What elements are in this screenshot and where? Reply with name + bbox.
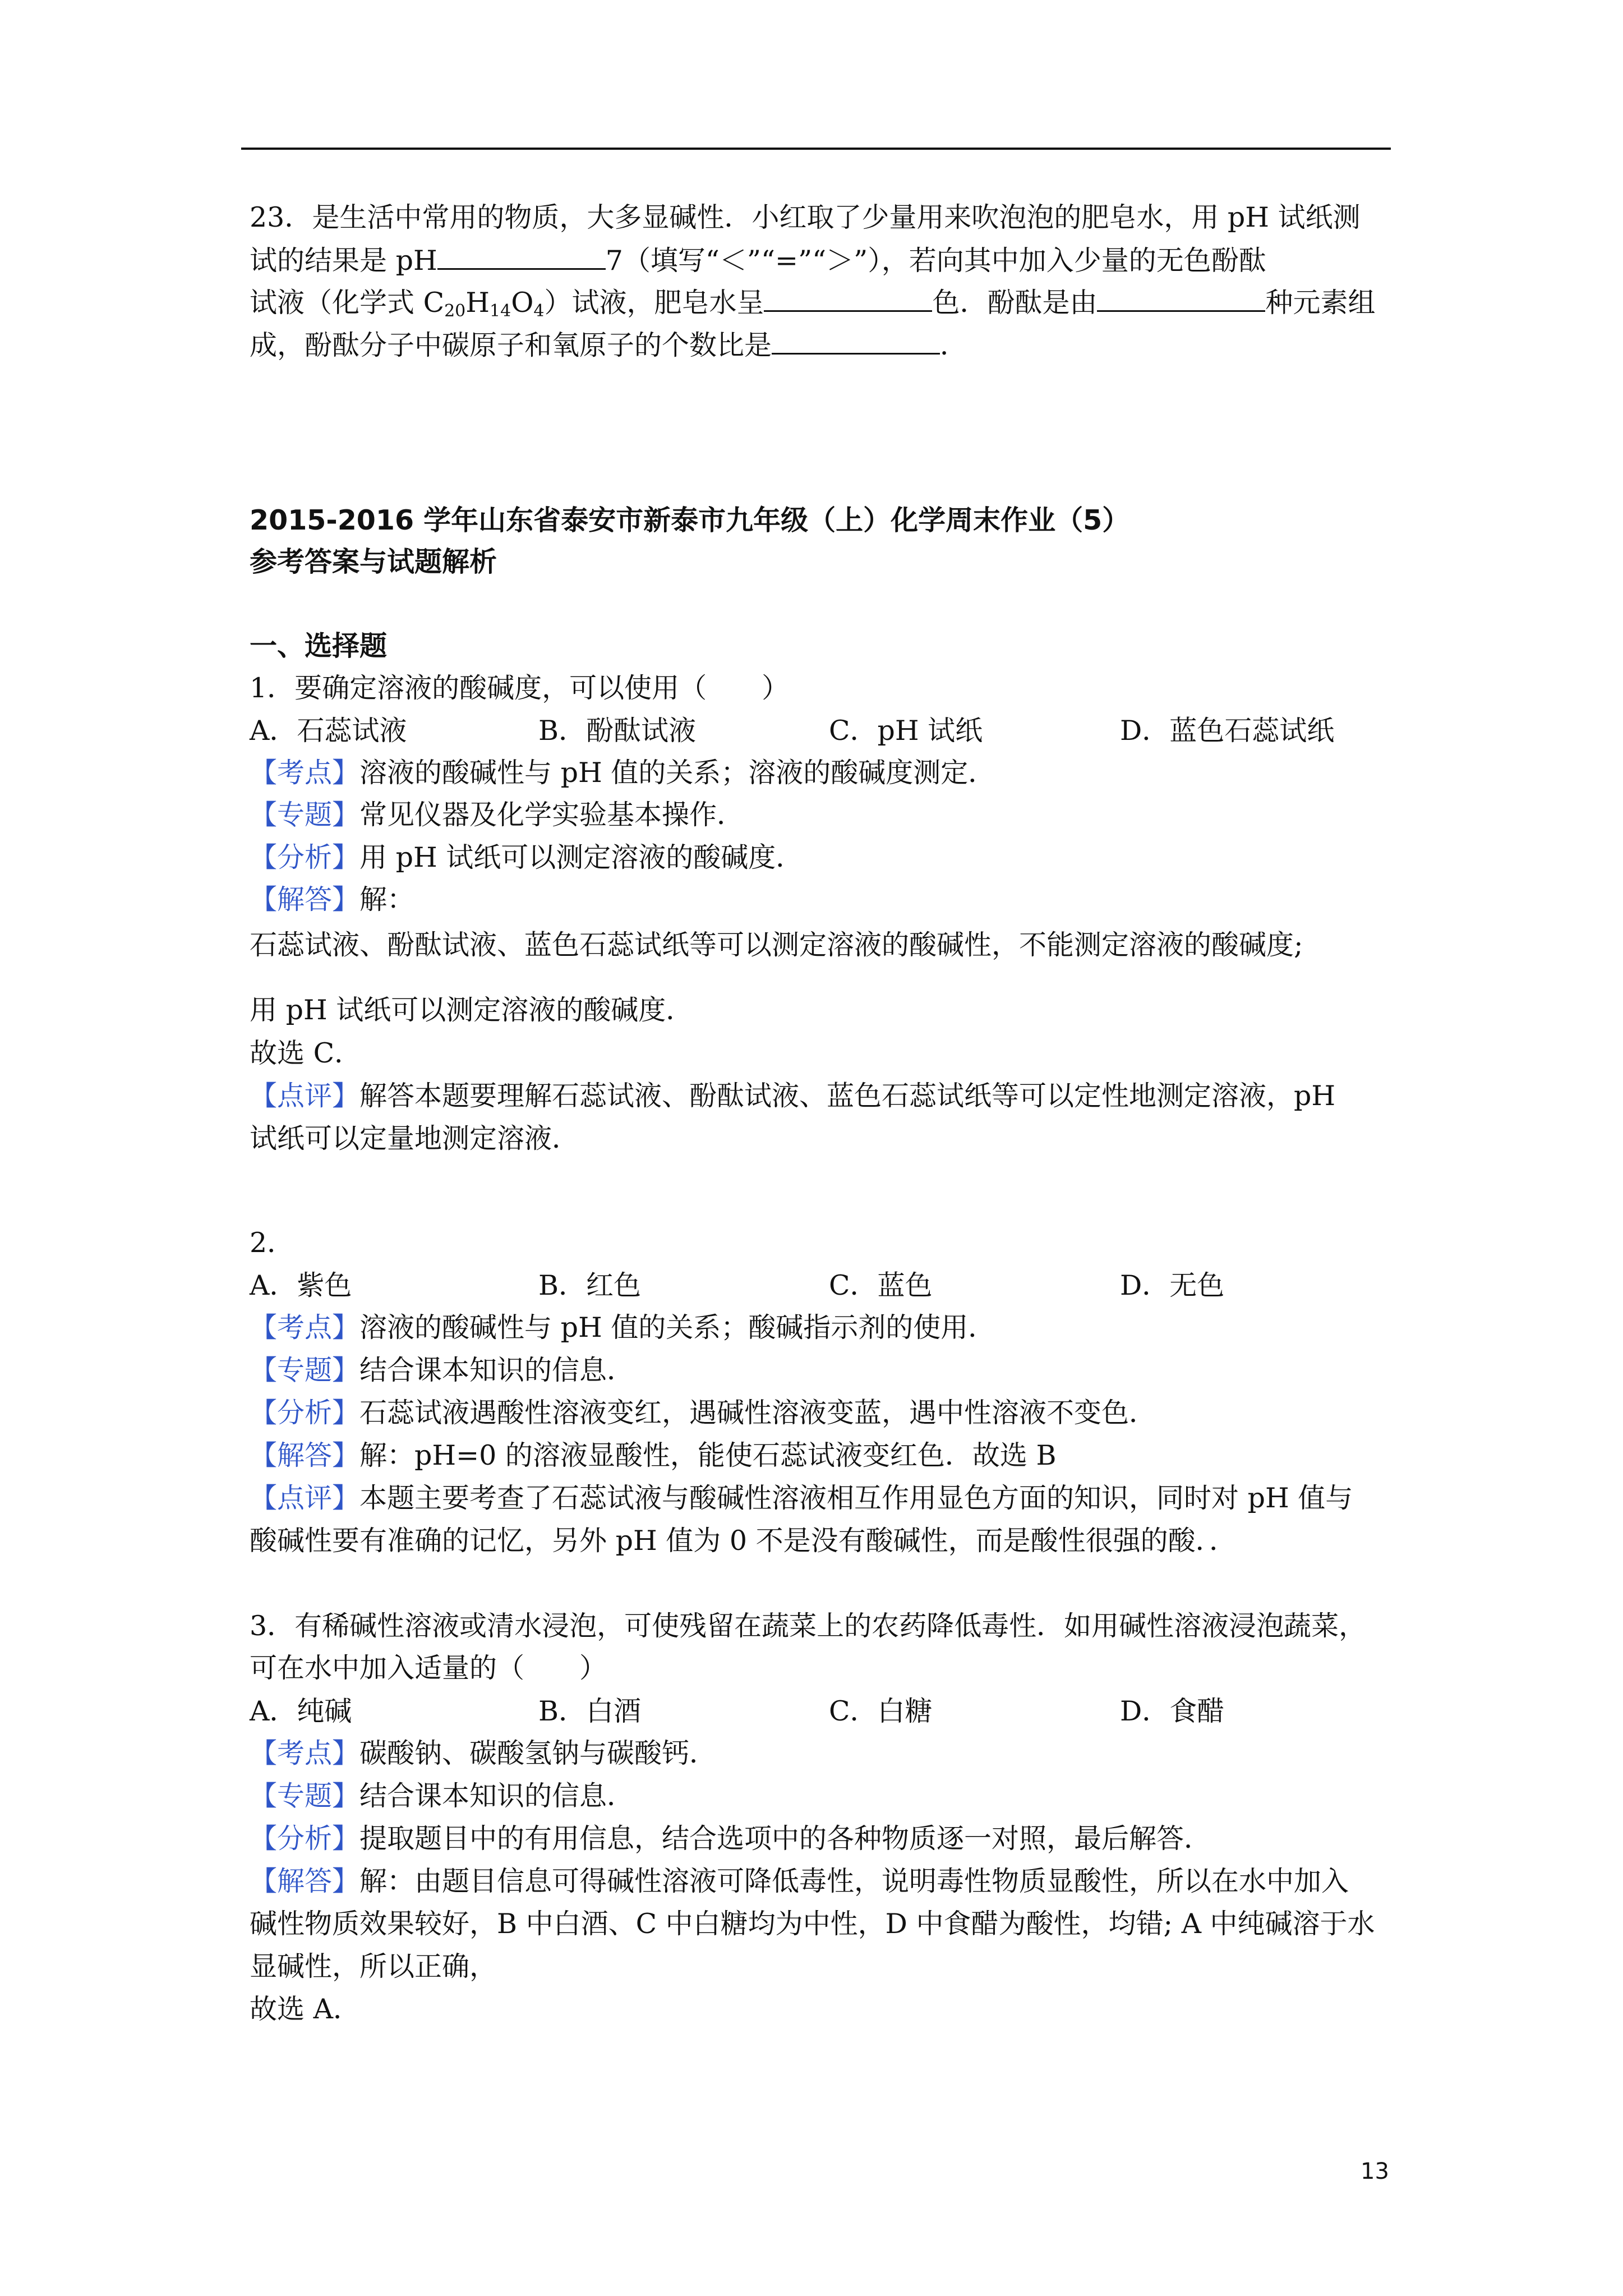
q2-stem: 2． — [250, 1227, 295, 1259]
q3-option-c: C．白糖 — [829, 1695, 933, 1727]
q3-jieda: 【解答】解：由题目信息可得碱性溶液可降低毒性，说明毒性物质显酸性，所以在水中加入 — [250, 1865, 1349, 1897]
q1-zhuanti: 【专题】常见仪器及化学实验基本操作． — [250, 799, 745, 831]
q3-option-a: A．纯碱 — [250, 1695, 352, 1727]
q1-option-d: D．蓝色石蕊试纸 — [1120, 715, 1335, 747]
q23-blank-color[interactable] — [764, 286, 932, 312]
tag-fenxi: 【分析】 — [250, 841, 360, 873]
q2-kaodian: 【考点】溶液的酸碱性与 pH 值的关系；酸碱指示剂的使用． — [250, 1312, 996, 1343]
q1-fenxi: 【分析】用 pH 试纸可以测定溶液的酸碱度． — [250, 841, 804, 873]
q1-option-b: B．酚酞试液 — [538, 715, 697, 747]
header-rule — [241, 148, 1391, 150]
q23-blank-ph[interactable] — [437, 243, 606, 270]
q2-dianping-2: 酸碱性要有准确的记忆，另外 pH 值为 0 不是没有酸碱性，而是酸性很强的酸．． — [250, 1525, 1237, 1557]
q2-dianping: 【点评】本题主要考查了石蕊试液与酸碱性溶液相互作用显色方面的知识，同时对 pH 值与 — [250, 1482, 1353, 1514]
q3-jieda-3: 显碱性，所以正确， — [250, 1950, 497, 1982]
q1-dianping-2: 试纸可以定量地测定溶液． — [250, 1122, 580, 1154]
q3-jieda-2: 碱性物质效果较好，B 中白酒、C 中白糖均为中性，D 中食醋为酸性，均错; A 中纯碱溶于水 — [250, 1908, 1375, 1940]
q1-jieda-3: 用 pH 试纸可以测定溶液的酸碱度． — [250, 994, 694, 1026]
q1-option-a: A．石蕊试液 — [250, 715, 407, 747]
q1-kaodian: 【考点】溶液的酸碱性与 pH 值的关系；溶液的酸碱度测定． — [250, 757, 996, 789]
q3-fenxi: 【分析】提取题目中的有用信息，结合选项中的各种物质逐一对照，最后解答． — [250, 1823, 1212, 1855]
q3-stem: 3．有稀碱性溶液或清水浸泡，可使残留在蔬菜上的农药降低毒性．如用碱性溶液浸泡蔬菜， — [250, 1610, 1367, 1642]
q23-line-2: 试的结果是 pH 7（填写“＜”“=”“＞”），若向其中加入少量的无色酚酞 — [250, 245, 1266, 277]
q23-blank-elements[interactable] — [1097, 286, 1265, 312]
q2-zhuanti: 【专题】结合课本知识的信息． — [250, 1354, 635, 1386]
tag-jieda: 【解答】 — [250, 884, 360, 915]
q1-jieda: 【解答】解： — [250, 884, 415, 915]
q1-answer: 故选 C． — [250, 1037, 362, 1069]
q3-stem-2: 可在水中加入适量的（ ） — [250, 1652, 607, 1684]
q1-jieda-2: 石蕊试液、酚酞试液、蓝色石蕊试纸等可以测定溶液的酸碱性，不能测定溶液的酸碱度; — [250, 929, 1303, 961]
q2-option-d: D．无色 — [1120, 1269, 1225, 1301]
section-heading: 一、选择题 — [250, 630, 388, 662]
q3-zhuanti: 【专题】结合课本知识的信息． — [250, 1780, 635, 1812]
q1-option-c: C．pH 试纸 — [829, 715, 983, 747]
q23-line-1: 23．是生活中常用的物质，大多显碱性．小红取了少量用来吹泡泡的肥皂水，用 pH 试纸测 — [250, 201, 1361, 233]
q1-stem: 1．要确定溶液的酸碱度，可以使用（ ） — [250, 672, 790, 704]
q2-fenxi: 【分析】石蕊试液遇酸性溶液变红，遇碱性溶液变蓝，遇中性溶液不变色． — [250, 1397, 1157, 1429]
tag-kaodian: 【考点】 — [250, 757, 360, 789]
q1-dianping: 【点评】解答本题要理解石蕊试液、酚酞试液、蓝色石蕊试纸等可以定性地测定溶液，pH — [250, 1080, 1336, 1112]
q3-option-b: B．白酒 — [538, 1695, 642, 1727]
q3-option-d: D．食醋 — [1120, 1695, 1225, 1727]
q3-kaodian: 【考点】碳酸钠、碳酸氢钠与碳酸钙． — [250, 1737, 717, 1769]
q2-option-a: A．紫色 — [250, 1269, 352, 1301]
doc-title: 2015-2016 学年山东省泰安市新泰市九年级（上）化学周末作业（5） — [250, 504, 1130, 536]
page-number: 13 — [1361, 2159, 1389, 2184]
doc-subtitle: 参考答案与试题解析 — [250, 546, 497, 578]
q2-jieda: 【解答】解：pH=0 的溶液显酸性，能使石蕊试液变红色．故选 B — [250, 1439, 1057, 1471]
q3-answer: 故选 A． — [250, 1993, 361, 2025]
q23-blank-ratio[interactable] — [772, 328, 940, 355]
tag-zhuanti: 【专题】 — [250, 799, 360, 831]
q23-line-4: 成，酚酞分子中碳原子和氧原子的个数比是 ． — [250, 329, 968, 361]
tag-dianping: 【点评】 — [250, 1080, 360, 1112]
q2-option-c: C．蓝色 — [829, 1269, 933, 1301]
q2-option-b: B．红色 — [538, 1269, 642, 1301]
q23-line-3: 试液（化学式 $C_{20}H_{14}O_4$）试液，肥皂水呈 色．酚酞是由 种元素组 — [250, 287, 1376, 321]
